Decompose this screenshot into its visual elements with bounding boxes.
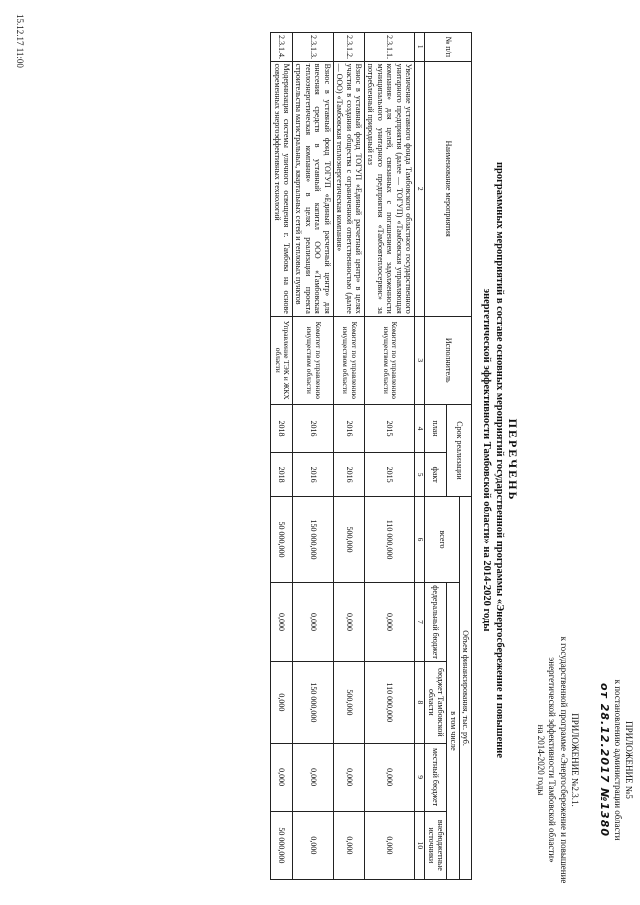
header-local: местный бюджет <box>425 743 447 811</box>
table-row <box>365 33 415 880</box>
funding-local: 0,000 <box>365 743 415 811</box>
header-funding: Объем финансирования, тыс. руб. <box>459 497 471 880</box>
term-fact: 2015 <box>365 453 415 497</box>
program-line: энергетической эффективности Тамбовской области» <box>547 657 558 863</box>
header-executor: Исполнитель <box>425 316 472 404</box>
funding-regional: 500,000 <box>333 662 364 743</box>
executor: Комитет по управлению имуществом области <box>365 316 415 404</box>
title-sub: программных мероприятий в составе основных мероприятий государственной программы «Энергосбережение и повышение <box>494 161 505 759</box>
header-num: № п/п <box>425 33 472 62</box>
column-number: 3 <box>415 316 425 404</box>
funding-total: 50 000,000 <box>271 497 293 583</box>
term-plan: 2016 <box>333 404 364 452</box>
funding-federal: 0,000 <box>333 582 364 661</box>
table-row <box>333 33 364 880</box>
measure-name: Взнос в уставный фонд ТОГУП «Единый расчетный центр» в целях участия в создании общества с ограниченной ответственностью (далее — ООО) «Тамбовская теплоэнергетическая компания» <box>333 61 364 316</box>
funding-federal: 0,000 <box>365 582 415 661</box>
funding-extra: 0,000 <box>293 811 334 879</box>
appendix-header <box>598 635 634 885</box>
funding-federal: 0,000 <box>271 582 293 661</box>
header-federal: федеральный бюджет <box>425 582 447 661</box>
funding-total: 110 000,000 <box>365 497 415 583</box>
header-incl: в том числе <box>447 582 459 879</box>
handwritten-date-number: от 28.12.2017 №1380 <box>598 682 612 838</box>
funding-total: 500,000 <box>333 497 364 583</box>
table-row <box>293 33 334 880</box>
funding-extra: 0,000 <box>333 811 364 879</box>
header-term: Срок реализации <box>447 404 472 496</box>
column-number-row <box>415 33 425 880</box>
funding-local: 0,000 <box>333 743 364 811</box>
executor: Комитет по управлению имуществом области <box>333 316 364 404</box>
term-plan: 2015 <box>365 404 415 452</box>
term-fact: 2016 <box>333 453 364 497</box>
header-plan: план <box>425 404 447 452</box>
funding-local: 0,000 <box>271 743 293 811</box>
row-number: 2.3.1.1. <box>365 33 415 62</box>
column-number: 5 <box>415 453 425 497</box>
header-regional: бюджет Тамбовской области <box>425 662 447 743</box>
column-number: 1 <box>415 33 425 62</box>
executor: Управление ТЭК и ЖКХ области <box>271 316 293 404</box>
term-fact: 2018 <box>271 453 293 497</box>
term-fact: 2016 <box>293 453 334 497</box>
document-title <box>480 40 520 880</box>
header-fact: факт <box>425 453 447 497</box>
column-number: 4 <box>415 404 425 452</box>
funding-total: 150 000,000 <box>293 497 334 583</box>
title-main: ПЕРЕЧЕНЬ <box>506 418 520 502</box>
funding-federal: 0,000 <box>293 582 334 661</box>
header-extra: внебюджетные источники <box>425 811 447 879</box>
program-line: к государственной программе «Энергосбережение и повышение <box>558 636 569 884</box>
program-header <box>535 635 580 885</box>
measure-name: Увеличение уставного фонда Тамбовского областного государственного унитарного предприятия (далее — ТОГУП) «Тамбовская управляющая компания» для целей, связанных с погашением задолженности муниципального унитарного предприятия «Тамбовтеплосервис» за потребленный природный газ <box>365 61 415 316</box>
row-number: 2.3.1.4. <box>271 33 293 62</box>
term-plan: 2016 <box>293 404 334 452</box>
funding-regional: 150 000,000 <box>293 662 334 743</box>
funding-extra: 50 000,000 <box>271 811 293 879</box>
program-appendix-number: ПРИЛОЖЕНИЕ №2.3.1. <box>570 713 580 807</box>
row-number: 2.3.1.3. <box>293 33 334 62</box>
column-number: 9 <box>415 743 425 811</box>
row-number: 2.3.1.2. <box>333 33 364 62</box>
header-name: Наименование мероприятия <box>425 61 472 316</box>
measure-name: Модернизация системы уличного освещения г. Тамбова на основе современных энергоэффективных технологий <box>271 61 293 316</box>
executor: Комитет по управлению имуществом области <box>293 316 334 404</box>
program-line: на 2014-2020 годы <box>536 724 547 796</box>
funding-regional: 110 000,000 <box>365 662 415 743</box>
column-number: 7 <box>415 582 425 661</box>
decree-reference: к постановлению администрации области <box>612 679 623 841</box>
measures-table <box>270 32 472 880</box>
column-number: 8 <box>415 662 425 743</box>
funding-regional: 0,000 <box>271 662 293 743</box>
table-row <box>271 33 293 880</box>
column-number: 10 <box>415 811 425 879</box>
appendix-number: ПРИЛОЖЕНИЕ №5 <box>624 721 634 799</box>
title-sub: энергетической эффективности Тамбовской области» на 2014-2020 годы <box>481 288 493 632</box>
header-total: всего <box>425 497 459 583</box>
print-timestamp: 15.12.17 11:00 <box>15 14 25 68</box>
column-number: 2 <box>415 61 425 316</box>
term-plan: 2018 <box>271 404 293 452</box>
funding-local: 0,000 <box>293 743 334 811</box>
column-number: 6 <box>415 497 425 583</box>
funding-extra: 0,000 <box>365 811 415 879</box>
measure-name: Взнос в уставный фонд ТОГУП «Единый расчетный центр» для внесения средств в уставный капитал ООО «Тамбовская теплоэнергетическая компания» в целях реализации проекта строительства магистральных, квартальных сетей и тепловых пунктов <box>293 61 334 316</box>
